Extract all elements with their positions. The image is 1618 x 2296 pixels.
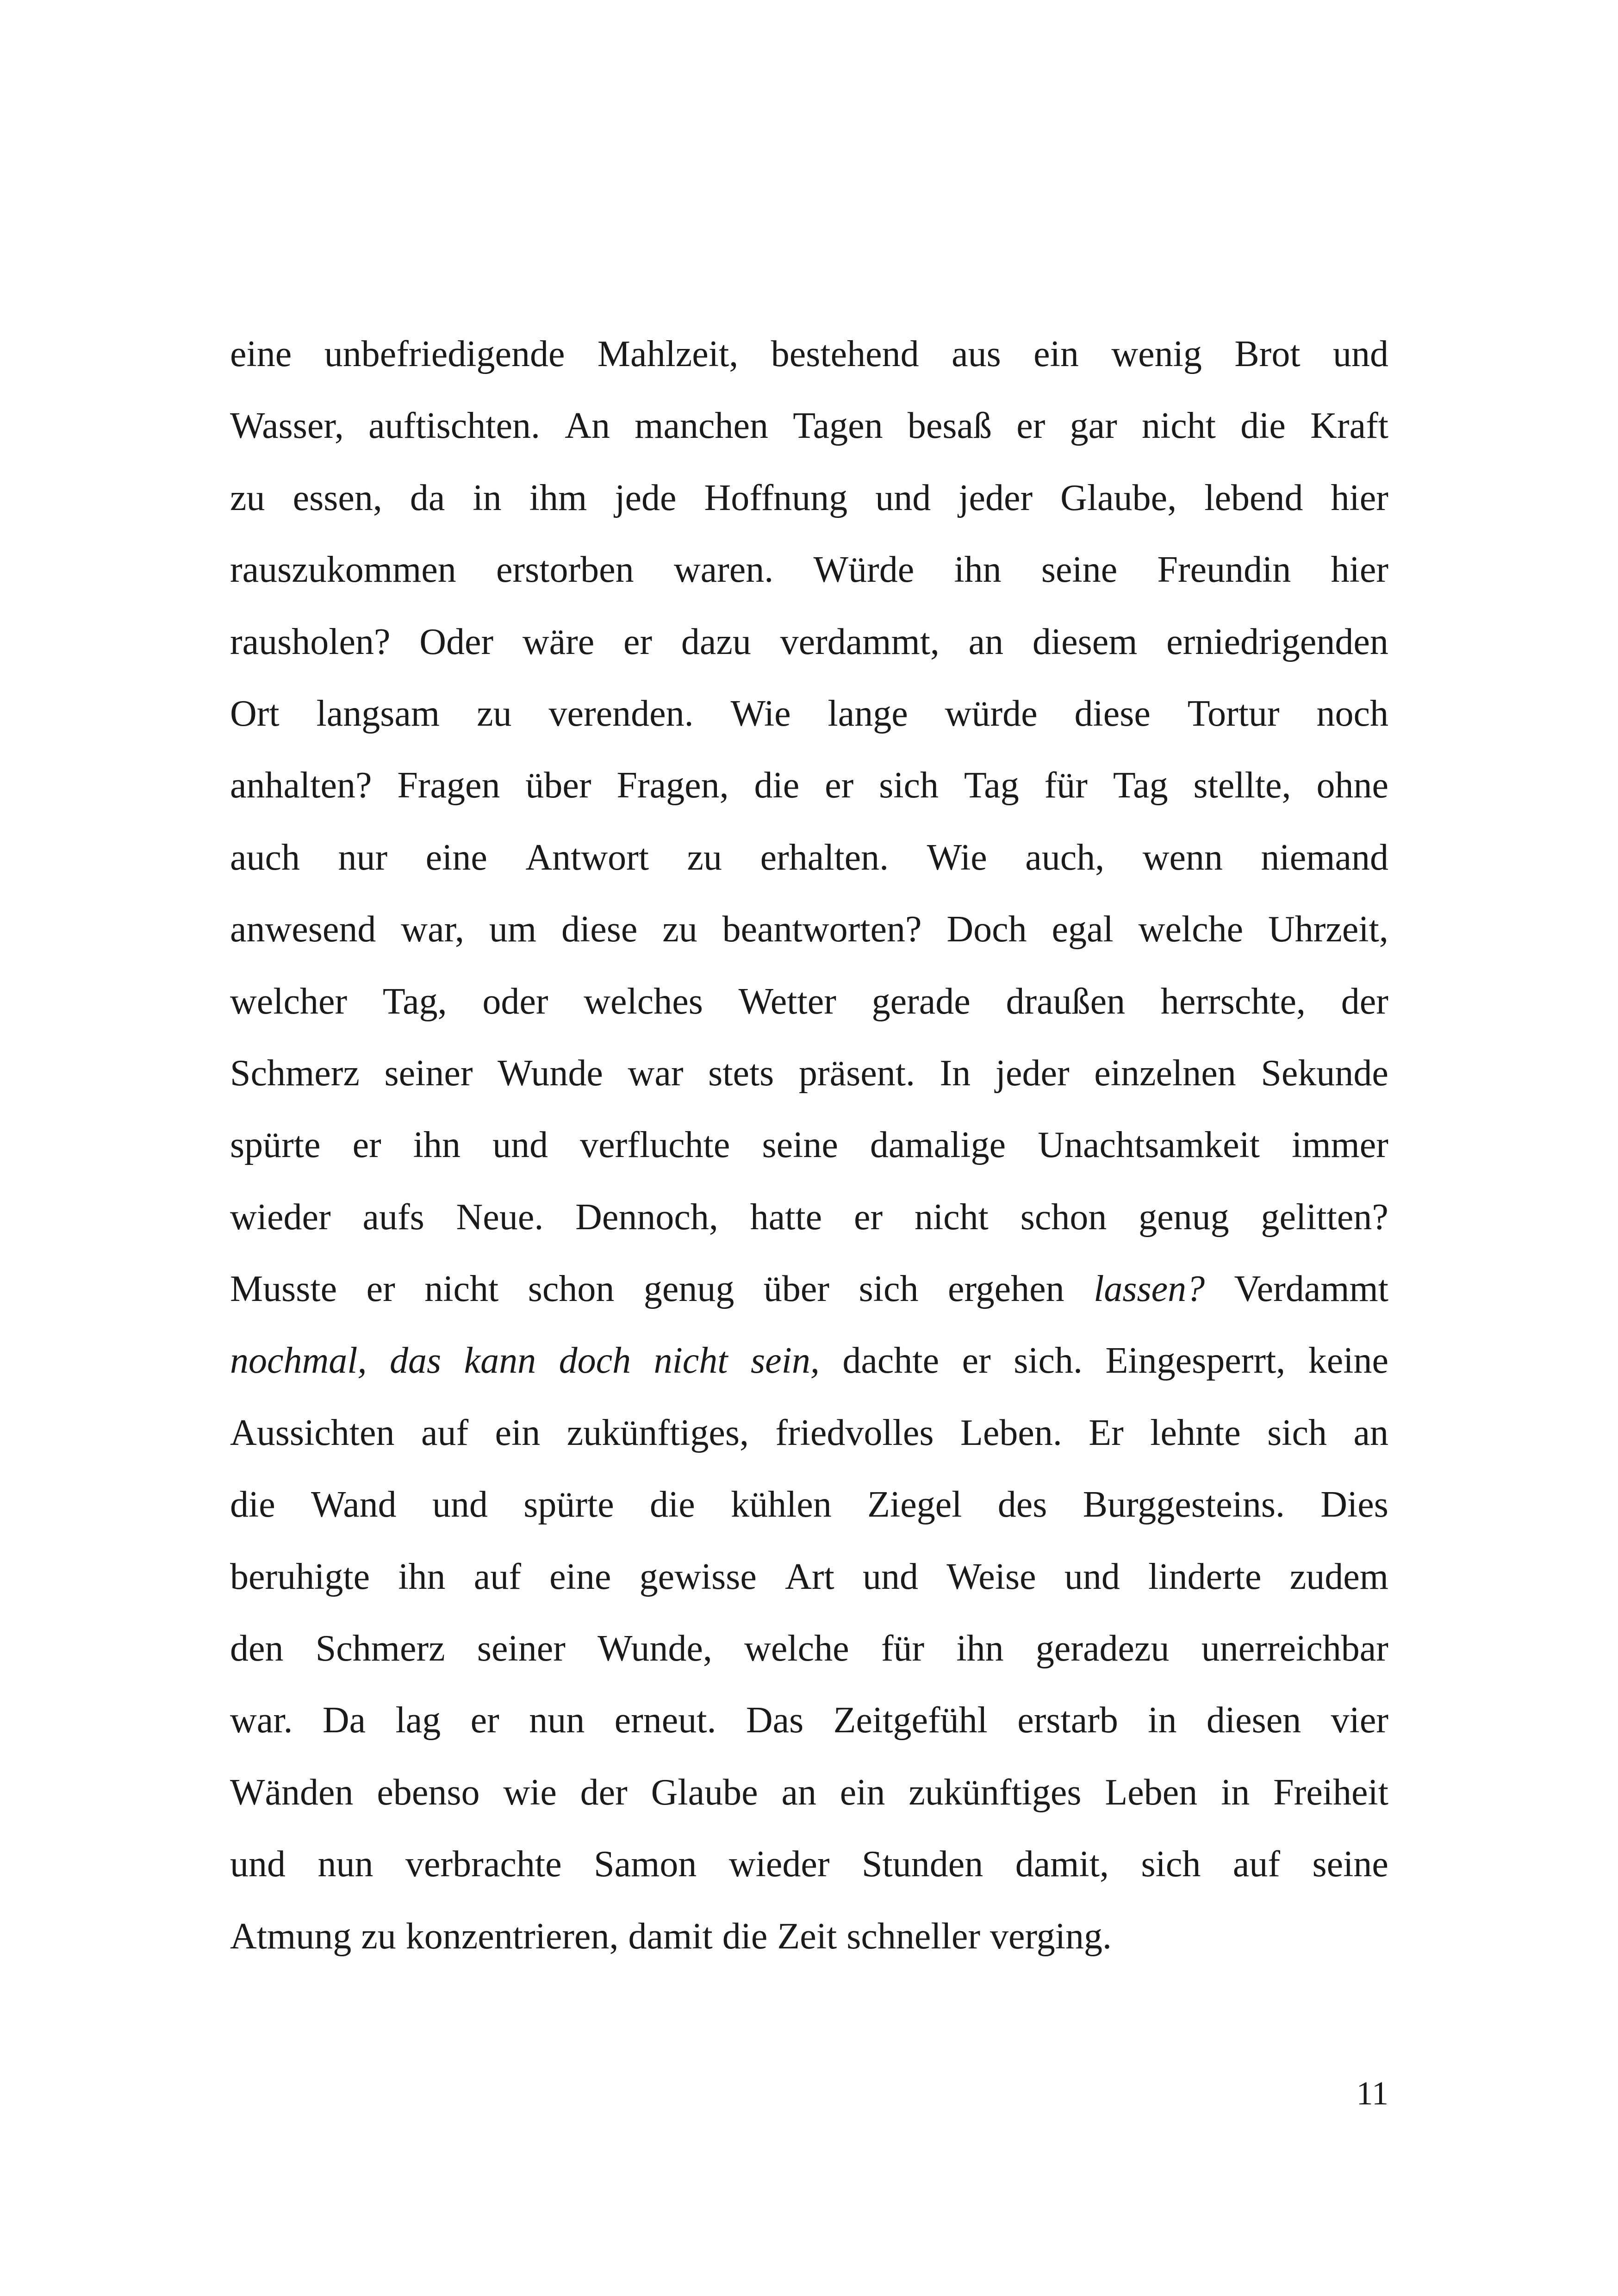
word: der [1341, 981, 1388, 1022]
word: diesen [1206, 1700, 1301, 1741]
word: wieder [230, 1196, 331, 1238]
word: Dies [1320, 1484, 1388, 1525]
word: Ziegel [867, 1484, 962, 1525]
word: der [580, 1772, 628, 1813]
word: seiner [477, 1628, 566, 1669]
word: verenden. [548, 693, 694, 734]
word: die [1240, 405, 1286, 447]
word: Stunden [862, 1844, 983, 1885]
word: um [489, 909, 537, 950]
text-line [230, 1109, 1388, 1181]
word: auch [230, 837, 300, 878]
word: nicht [424, 1269, 499, 1310]
text-line [230, 1253, 1388, 1325]
word: anhalten? [230, 765, 372, 806]
word: verfluchte [580, 1125, 730, 1166]
word: linderte [1148, 1556, 1262, 1597]
word: ihn [954, 549, 1002, 591]
word: erhalten. [760, 837, 889, 878]
word: ergehen [947, 1269, 1064, 1310]
word: er [470, 1700, 499, 1741]
word: zu [687, 837, 722, 878]
text-line [230, 606, 1388, 678]
word: Schmerz [315, 1628, 445, 1669]
word: Wunde [498, 1052, 603, 1094]
word: Burggesteins. [1083, 1484, 1285, 1525]
word: jede [615, 477, 677, 518]
word: wie [503, 1772, 557, 1813]
text-line [230, 462, 1388, 534]
word: und [862, 1556, 918, 1597]
word: gerade [871, 981, 971, 1022]
word: welche [744, 1628, 849, 1669]
word: ihn [956, 1628, 1004, 1669]
word: die [650, 1484, 695, 1525]
word: Art [785, 1556, 834, 1597]
word: in [1148, 1700, 1177, 1741]
text-line [230, 1757, 1388, 1829]
word: für [881, 1628, 925, 1669]
word: nun [317, 1844, 373, 1885]
word: in [473, 477, 502, 518]
word: schon [528, 1269, 615, 1310]
text-line [230, 534, 1388, 606]
word: nochmal, [230, 1340, 367, 1381]
text-line [230, 894, 1388, 965]
word: Tagen [793, 405, 883, 447]
word: rausholen? [230, 621, 391, 662]
text-line [230, 1613, 1388, 1685]
word: er [962, 1340, 991, 1381]
page-number: 11 [1356, 2075, 1388, 2112]
word: Neue. [456, 1196, 544, 1238]
word: Das [746, 1700, 804, 1741]
word: nicht [914, 1196, 989, 1238]
word: unbefriedigende [324, 334, 565, 374]
word: lange [828, 693, 908, 734]
word: Glaube [651, 1772, 758, 1813]
word: und [875, 477, 931, 518]
text-line [230, 1469, 1388, 1541]
word: Unachtsamkeit [1038, 1125, 1260, 1166]
word: nicht [1141, 405, 1216, 447]
word: In [940, 1052, 971, 1094]
text-line [230, 1325, 1388, 1397]
word: bestehend [771, 334, 919, 374]
word: rauszukommen [230, 549, 456, 591]
word: Dennoch, [575, 1196, 718, 1238]
word: Mahlzeit, [597, 334, 739, 374]
word: Wand [311, 1484, 397, 1525]
word: an [781, 1772, 816, 1813]
word: Freiheit [1273, 1772, 1388, 1813]
word: er [623, 621, 653, 662]
word: doch [559, 1340, 631, 1381]
word: welches [584, 981, 703, 1022]
word: geradezu [1035, 1628, 1170, 1669]
word: damalige [870, 1125, 1006, 1166]
word: Er [1089, 1412, 1124, 1453]
word: auf [421, 1412, 469, 1453]
word: sich [1141, 1844, 1201, 1885]
word: Zeit [777, 1916, 837, 1957]
word: und [492, 1125, 548, 1166]
word: Glaube, [1060, 477, 1177, 518]
word: zu [230, 477, 265, 518]
text-line [230, 1038, 1388, 1109]
word: Eingesperrt, [1105, 1340, 1286, 1381]
word: beantworten? [722, 909, 922, 950]
word: Tag [964, 765, 1019, 806]
word: anwesend [230, 909, 376, 950]
word: wenn [1142, 837, 1223, 878]
word: Hoffnung [704, 477, 848, 518]
word: spürte [523, 1484, 614, 1525]
word: war, [401, 909, 465, 950]
word: Wänden [230, 1772, 354, 1813]
word: des [997, 1484, 1047, 1525]
word: nun [529, 1700, 585, 1741]
word: welcher [230, 981, 348, 1022]
word: eine [230, 334, 292, 374]
word: erneut. [614, 1700, 716, 1741]
word: Oder [419, 621, 494, 662]
word: dazu [681, 621, 751, 662]
word: die [722, 1916, 768, 1957]
word: Brot [1234, 334, 1301, 374]
word: niemand [1261, 837, 1388, 878]
body-text [230, 318, 1388, 1972]
text-line [230, 1685, 1388, 1756]
text-line [230, 1182, 1388, 1253]
word: schneller [846, 1916, 981, 1957]
word: Antwort [525, 837, 649, 878]
word: verdammt, [780, 621, 940, 662]
word: Würde [813, 549, 915, 591]
word: und [432, 1484, 488, 1525]
word: die [754, 765, 800, 806]
word: über [525, 765, 591, 806]
word: friedvolles [775, 1412, 934, 1453]
word: lag [395, 1700, 441, 1741]
word: vier [1331, 1700, 1388, 1741]
word: an [968, 621, 1004, 662]
word: zudem [1289, 1556, 1388, 1597]
word: Tag [1113, 765, 1168, 806]
word: genug [643, 1269, 734, 1310]
text-line [230, 1397, 1388, 1469]
word: würde [945, 693, 1038, 734]
word: Doch [946, 909, 1027, 950]
word: Da [322, 1700, 366, 1741]
word: den [230, 1628, 284, 1669]
word: seine [1041, 549, 1118, 591]
word: ebenso [377, 1772, 480, 1813]
word: Fragen, [616, 765, 729, 806]
word: an [1353, 1412, 1388, 1453]
word: besaß [907, 405, 992, 447]
word: gar [1070, 405, 1117, 447]
word: er [825, 765, 854, 806]
word: ihn [413, 1125, 461, 1166]
word: schon [1020, 1196, 1107, 1238]
word: Weise [946, 1556, 1036, 1597]
word: aufs [362, 1196, 424, 1238]
word: da [410, 477, 445, 518]
word: egal [1052, 909, 1114, 950]
word: zukünftiges, [566, 1412, 749, 1453]
word: einzelnen [1094, 1052, 1236, 1094]
word: Verdammt [1234, 1269, 1388, 1310]
text-line [230, 1541, 1388, 1613]
word: zu [361, 1916, 396, 1957]
word: die [230, 1484, 275, 1525]
word: zu [477, 693, 512, 734]
word: erniedrigenden [1166, 621, 1388, 662]
word: Schmerz [230, 1052, 360, 1094]
word: herrschte, [1160, 981, 1306, 1022]
word: nur [338, 837, 388, 878]
word: unerreichbar [1201, 1628, 1388, 1669]
word: seine [762, 1125, 838, 1166]
word: welche [1138, 909, 1244, 950]
word: langsam [316, 693, 440, 734]
word: zukünftiges [909, 1772, 1082, 1813]
word: stellte, [1193, 765, 1291, 806]
word: er [352, 1125, 381, 1166]
word: Leben [1105, 1772, 1198, 1813]
word: verging. [990, 1916, 1112, 1957]
word: Fragen [397, 765, 500, 806]
word: und [230, 1844, 286, 1885]
word: konzentrieren, [405, 1916, 619, 1957]
word: hier [1331, 549, 1388, 591]
word: über [763, 1269, 830, 1310]
text-line [230, 1829, 1388, 1900]
word: Tag, [382, 981, 447, 1022]
word: ihn [398, 1556, 446, 1597]
word: eine [549, 1556, 611, 1597]
word: Zeitgefühl [833, 1700, 988, 1741]
word: diesem [1032, 621, 1138, 662]
word: Kraft [1310, 405, 1388, 447]
word: Wie [730, 693, 791, 734]
word: war. [230, 1700, 293, 1741]
word: nicht [653, 1340, 728, 1381]
word: lassen? [1094, 1269, 1205, 1310]
word: war [628, 1052, 684, 1094]
word: Wetter [738, 981, 836, 1022]
word: und [1064, 1556, 1120, 1597]
word: wäre [522, 621, 595, 662]
word: Sekunde [1261, 1052, 1388, 1094]
word: auf [473, 1556, 521, 1597]
word: lebend [1204, 477, 1303, 518]
word: ein [840, 1772, 885, 1813]
word: Wunde, [597, 1628, 712, 1669]
word: sich. [1014, 1340, 1083, 1381]
word: kühlen [731, 1484, 832, 1525]
word: kann [464, 1340, 536, 1381]
word: diese [561, 909, 638, 950]
word: noch [1316, 693, 1388, 734]
word: seiner [384, 1052, 473, 1094]
word: Leben. [960, 1412, 1062, 1453]
word: aus [952, 334, 1001, 374]
word: stets [708, 1052, 774, 1094]
word: Musste [230, 1269, 337, 1310]
word: genug [1139, 1196, 1229, 1238]
word: gewisse [639, 1556, 757, 1597]
word: Atmung [230, 1916, 352, 1957]
word: sein, [751, 1340, 820, 1381]
word: jeder [958, 477, 1033, 518]
word: sich [879, 765, 939, 806]
word: er [1016, 405, 1045, 447]
word: sich [1267, 1412, 1327, 1453]
word: Uhrzeit, [1268, 909, 1388, 950]
word: er [853, 1196, 883, 1238]
word: verbrachte [405, 1844, 562, 1885]
word: eine [425, 837, 487, 878]
word: beruhigte [230, 1556, 370, 1597]
word: diese [1074, 693, 1151, 734]
word: erstarb [1017, 1700, 1118, 1741]
word: ihm [529, 477, 587, 518]
word: auf [1232, 1844, 1281, 1885]
word: sich [859, 1269, 919, 1310]
word: für [1044, 765, 1088, 806]
word: manchen [635, 405, 769, 447]
word: in [1221, 1772, 1250, 1813]
word: spürte [230, 1125, 321, 1166]
word: damit [628, 1916, 713, 1957]
text-line [230, 1901, 1388, 1972]
word: wenig [1111, 334, 1202, 374]
word: seine [1312, 1844, 1388, 1885]
word: jeder [995, 1052, 1070, 1094]
word: immer [1292, 1125, 1388, 1166]
text-line [230, 390, 1388, 462]
word: lehnte [1150, 1412, 1241, 1453]
text-line [230, 750, 1388, 821]
text-line [230, 966, 1388, 1038]
text-line [230, 822, 1388, 894]
word: ein [1033, 334, 1079, 374]
word: wieder [728, 1844, 830, 1885]
word: ohne [1316, 765, 1388, 806]
word: Ort [230, 693, 280, 734]
word: erstorben [496, 549, 634, 591]
word: damit, [1015, 1844, 1109, 1885]
word: hier [1331, 477, 1388, 518]
word: essen, [292, 477, 382, 518]
text-line [230, 678, 1388, 750]
word: präsent. [798, 1052, 915, 1094]
word: auftischten. [368, 405, 541, 447]
word: Aussichten [230, 1412, 395, 1453]
word: ein [495, 1412, 541, 1453]
word: waren. [673, 549, 774, 591]
word: er [366, 1269, 395, 1310]
text-line [230, 318, 1388, 390]
word: das [389, 1340, 442, 1381]
word: An [565, 405, 610, 447]
word: Freundin [1157, 549, 1291, 591]
word: Wasser, [230, 405, 344, 447]
word: gelitten? [1261, 1196, 1388, 1238]
word: und [1333, 334, 1388, 374]
word: Samon [594, 1844, 697, 1885]
word: Tortur [1187, 693, 1280, 734]
word: keine [1308, 1340, 1388, 1381]
word: dachte [842, 1340, 940, 1381]
word: zu [662, 909, 697, 950]
word: auch, [1025, 837, 1105, 878]
word: oder [482, 981, 548, 1022]
word: Wie [927, 837, 987, 878]
word: draußen [1006, 981, 1126, 1022]
word: hatte [750, 1196, 822, 1238]
